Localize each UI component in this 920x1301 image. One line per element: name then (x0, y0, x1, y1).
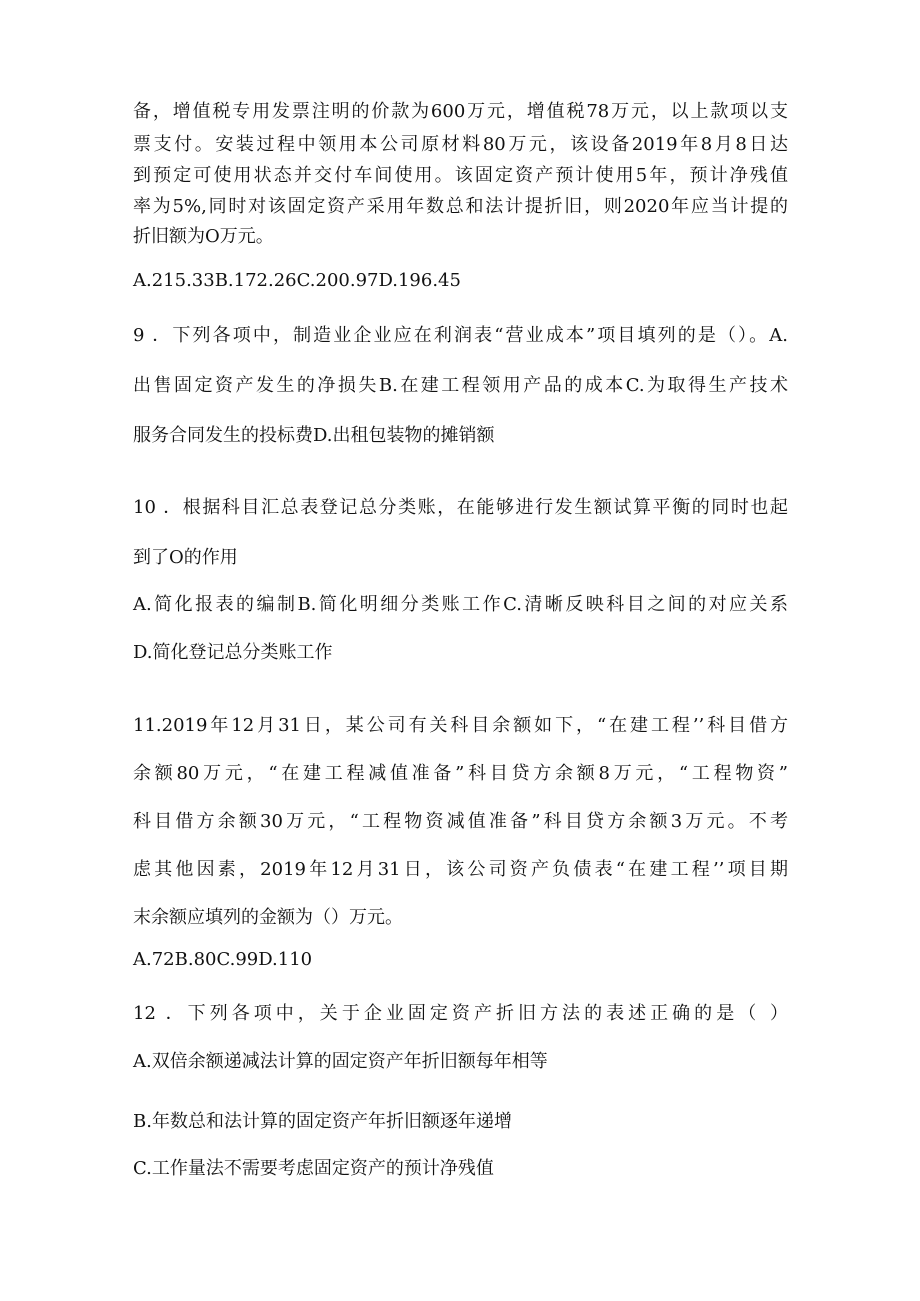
q11-line-2: 余额80万元，“在建工程减值准备”科目贷方余额8万元，“工程物资” (133, 763, 788, 784)
q11-line-4: 虑其他因素，2019年12月31日，该公司资产负债表“在建工程’’项目期 (133, 859, 788, 880)
q8-options: A.215.33B.172.26C.200.97D.196.45 (133, 270, 461, 291)
q10-option-line-2: D.简化登记总分类账工作 (133, 642, 333, 663)
q8-line-4: 率为5%,同时对该固定资产采用年数总和法计提折旧，则2020年应当计提的 (133, 196, 788, 217)
q8-line-2: 票支付。安装过程中领用本公司原材料80万元，该设备2019年8月8日达 (133, 134, 788, 155)
q12-option-b: B.年数总和法计算的固定资产年折旧额逐年递增 (133, 1111, 512, 1132)
q11-line-3: 科目借方余额30万元，“工程物资减值准备”科目贷方余额3万元。不考 (133, 811, 788, 832)
q12-option-c: C.工作量法不需要考虑固定资产的预计净残值 (133, 1158, 494, 1179)
q12-stem: 12 ．下列各项中，关于企业固定资产折旧方法的表述正确的是（ ） (133, 1003, 788, 1024)
q9-line-1: 9 ．下列各项中，制造业企业应在利润表“营业成本”项目填列的是（）。A. (133, 325, 788, 346)
q8-line-1: 备，增值税专用发票注明的价款为600万元，增值税78万元，以上款项以支 (133, 101, 788, 122)
q12-option-a: A.双倍余额递减法计算的固定资产年折旧额每年相等 (133, 1051, 548, 1072)
q11-line-5: 末余额应填列的金额为（）万元。 (133, 907, 403, 928)
q8-line-3: 到预定可使用状态并交付车间使用。该固定资产预计使用5年，预计净残值 (133, 165, 788, 186)
q10-option-line-1: A.简化报表的编制B.简化明细分类账工作C.清晰反映科目之间的对应关系 (133, 594, 788, 615)
q9-line-2: 出售固定资产发生的净损失B.在建工程领用产品的成本C.为取得生产技术 (133, 375, 788, 396)
q9-line-3: 服务合同发生的投标费D.出租包装物的摊销额 (133, 425, 495, 446)
q8-line-5: 折旧额为O万元。 (133, 226, 274, 247)
q10-line-1: 10 ．根据科目汇总表登记总分类账，在能够进行发生额试算平衡的同时也起 (133, 497, 788, 518)
q11-options: A.72B.80C.99D.110 (133, 949, 313, 970)
q11-line-1: 11.2019年12月31日，某公司有关科目余额如下，“在建工程’’科目借方 (133, 715, 788, 736)
q10-line-2: 到了O的作用 (133, 547, 238, 568)
